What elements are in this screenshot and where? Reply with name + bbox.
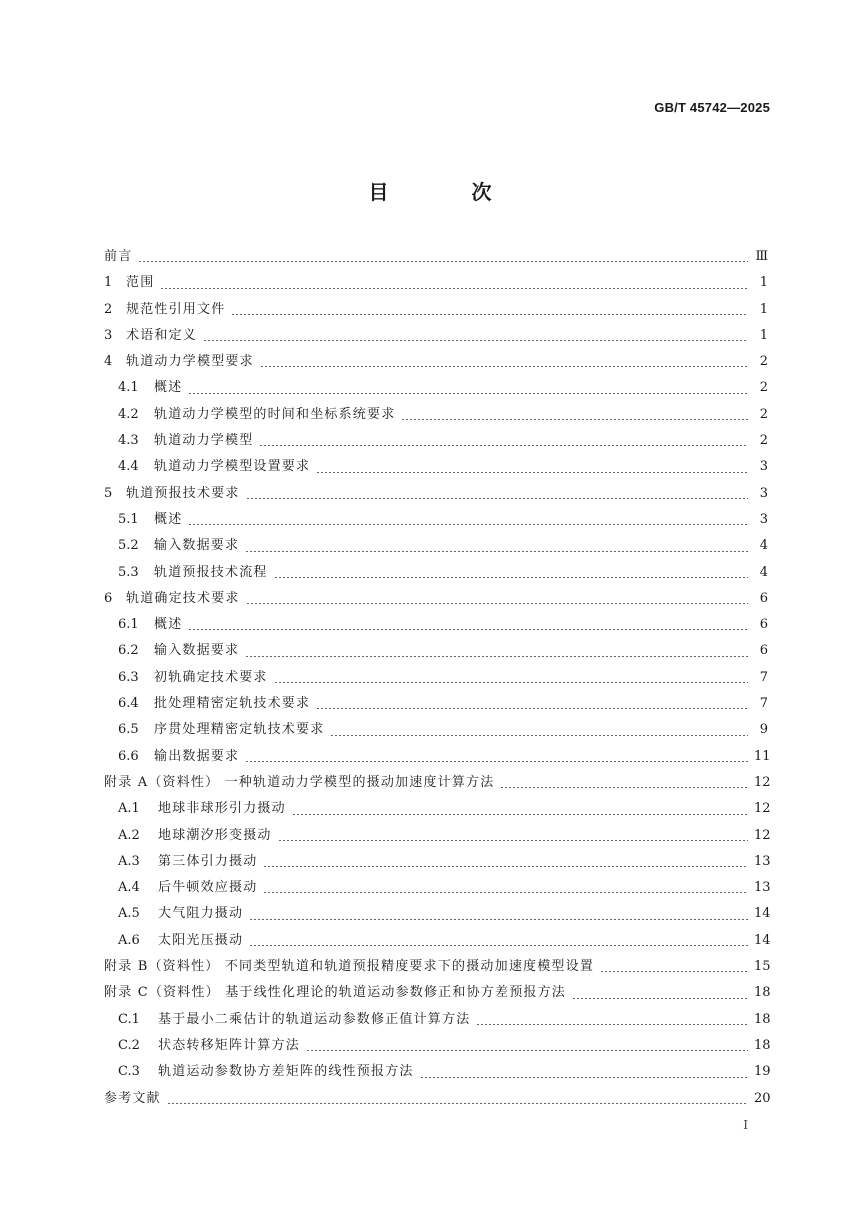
toc-entry-number: 5.2	[118, 538, 139, 554]
toc-entry-number: 6.1	[118, 617, 139, 633]
toc-entry-page: 6	[759, 617, 768, 633]
toc-entry[interactable]	[104, 533, 768, 559]
toc-entry[interactable]	[104, 691, 768, 717]
dot-leader	[249, 919, 748, 920]
toc-entry-title: 输入数据要求	[154, 643, 240, 659]
toc-entry-page: 18	[754, 1011, 771, 1027]
toc-entry-title: 输入数据要求	[154, 538, 240, 554]
toc-entry[interactable]	[104, 849, 771, 875]
toc-entry[interactable]	[104, 1007, 771, 1033]
toc-entry-title: 轨道动力学模型设置要求	[154, 459, 311, 475]
toc-entry-number: 4.3	[118, 433, 139, 449]
dot-leader	[245, 761, 748, 762]
toc-entry[interactable]	[104, 612, 768, 638]
toc-entry-number: 3	[104, 327, 113, 343]
dot-leader	[572, 998, 748, 999]
toc-entry-title: 第三体引力摄动	[158, 853, 258, 869]
toc-entry-page: 3	[759, 485, 768, 501]
toc-entry-title: 概述	[154, 617, 183, 633]
toc-entry-title: 批处理精密定轨技术要求	[154, 696, 311, 712]
toc-entry[interactable]	[104, 270, 768, 296]
toc-entry-title: 地球潮汐形变摄动	[158, 827, 272, 843]
dot-leader	[401, 419, 748, 420]
dot-leader	[263, 866, 748, 867]
toc-entry[interactable]	[104, 638, 768, 664]
toc-entry-number: A.5	[118, 906, 140, 922]
toc-entry-number: 6.5	[118, 722, 139, 738]
toc-entry-number: 5	[104, 485, 113, 501]
toc-entry[interactable]	[104, 244, 768, 270]
dot-leader	[203, 340, 748, 341]
toc-entry-title: 输出数据要求	[154, 748, 240, 764]
toc-entry[interactable]	[104, 323, 768, 349]
toc-entry-page: 20	[754, 1090, 771, 1106]
dot-leader	[316, 708, 748, 709]
toc-entry-number: A.3	[118, 853, 140, 869]
dot-leader	[476, 1024, 748, 1025]
toc-entry-page: 2	[759, 380, 768, 396]
toc-entry-title: 后牛顿效应摄动	[158, 880, 258, 896]
toc-entry[interactable]	[104, 901, 771, 927]
dot-leader	[330, 735, 748, 736]
toc-entry-title: 地球非球形引力摄动	[158, 801, 286, 817]
dot-leader	[500, 787, 748, 788]
toc-entry-number: C.3	[118, 1064, 140, 1080]
toc-entry-title: 初轨确定技术要求	[154, 669, 268, 685]
dot-leader	[188, 524, 748, 525]
toc-entry[interactable]	[104, 1033, 771, 1059]
dot-leader	[260, 366, 748, 367]
dot-leader	[274, 577, 748, 578]
toc-entry-title: 规范性引用文件	[126, 301, 226, 317]
toc-entry-page: 2	[759, 433, 768, 449]
toc-entry-title: 序贯处理精密定轨技术要求	[154, 722, 325, 738]
toc-entry[interactable]	[104, 454, 768, 480]
toc-entry-page: 6	[759, 643, 768, 659]
toc-entry-title: 附录 A（资料性） 一种轨道动力学模型的摄动加速度计算方法	[104, 774, 495, 790]
toc-entry-page: 1	[759, 327, 768, 343]
toc-entry-page: 1	[759, 275, 768, 291]
toc-entry-title: 参考文献	[104, 1090, 161, 1106]
toc-entry-page: 4	[759, 564, 768, 580]
dot-leader	[292, 814, 748, 815]
toc-entry-title: 轨道预报技术流程	[154, 564, 268, 580]
toc-entry-page: 6	[759, 590, 768, 606]
toc-entry-title: 概述	[154, 511, 183, 527]
toc-entry[interactable]	[104, 770, 771, 796]
toc-entry-page: 12	[754, 827, 771, 843]
toc-entry-number: C.2	[118, 1037, 140, 1053]
page-number: I	[743, 1118, 748, 1132]
toc-entry-number: 5.1	[118, 511, 139, 527]
dot-leader	[188, 629, 748, 630]
toc-entry-title: 概述	[154, 380, 183, 396]
toc-entry-page: 1	[759, 301, 768, 317]
toc-entry-number: 6	[104, 590, 113, 606]
toc-entry-page: 3	[759, 459, 768, 475]
toc-entry-page: 14	[754, 932, 771, 948]
toc-entry-number: 4.1	[118, 380, 139, 396]
toc-entry-number: C.1	[118, 1011, 140, 1027]
toc-entry-title: 轨道动力学模型的时间和坐标系统要求	[154, 406, 396, 422]
toc-entry-page: 7	[759, 669, 768, 685]
toc-entry-page: 14	[754, 906, 771, 922]
toc-entry[interactable]	[104, 928, 771, 954]
toc-entry[interactable]	[104, 1059, 771, 1085]
dot-leader	[263, 892, 748, 893]
toc-entry[interactable]	[104, 560, 768, 586]
toc-entry-number: 6.6	[118, 748, 139, 764]
dot-leader	[246, 603, 748, 604]
toc-entry[interactable]	[104, 375, 768, 401]
toc-entry-page: 2	[759, 406, 768, 422]
toc-entry-title: 状态转移矩阵计算方法	[158, 1037, 301, 1053]
toc-entry-number: A.2	[118, 827, 140, 843]
toc-entry-page: 9	[759, 722, 768, 738]
toc-entry-number: A.4	[118, 880, 140, 896]
toc-entry-page: Ⅲ	[755, 249, 768, 264]
toc-entry-page: 3	[759, 511, 768, 527]
toc-entry[interactable]	[104, 481, 768, 507]
toc-entry[interactable]	[104, 980, 771, 1006]
toc-entry[interactable]	[104, 823, 771, 849]
dot-leader	[274, 682, 748, 683]
standard-number: GB/T 45742—2025	[654, 100, 770, 115]
toc-entry-page: 7	[759, 696, 768, 712]
toc-entry-title: 附录 C（资料性） 基于线性化理论的轨道运动参数修正和协方差预报方法	[104, 985, 567, 1001]
toc-entry-page: 4	[759, 538, 768, 554]
toc-entry-title: 太阳光压摄动	[158, 932, 244, 948]
toc-entry-page: 15	[754, 959, 771, 975]
dot-leader	[167, 1103, 748, 1104]
toc-entry-title: 大气阻力摄动	[158, 906, 244, 922]
dot-leader	[259, 445, 748, 446]
toc-entry[interactable]	[104, 796, 771, 822]
dot-leader	[246, 498, 748, 499]
dot-leader	[600, 971, 748, 972]
table-of-contents	[104, 244, 771, 1112]
toc-entry[interactable]	[104, 875, 771, 901]
toc-entry[interactable]	[104, 428, 768, 454]
toc-entry-title: 附录 B（资料性） 不同类型轨道和轨道预报精度要求下的摄动加速度模型设置	[104, 959, 595, 975]
toc-entry-page: 12	[754, 801, 771, 817]
page-title: 目 次	[368, 180, 530, 204]
toc-entry-page: 19	[754, 1064, 771, 1080]
toc-entry[interactable]	[104, 586, 768, 612]
dot-leader	[316, 472, 748, 473]
dot-leader	[249, 945, 748, 946]
toc-entry[interactable]	[104, 402, 768, 428]
toc-entry-page: 13	[754, 880, 771, 896]
toc-entry-title: 范围	[126, 275, 155, 291]
dot-leader	[160, 288, 748, 289]
dot-leader	[278, 840, 748, 841]
toc-entry-title: 轨道动力学模型要求	[126, 354, 254, 370]
toc-entry-page: 11	[754, 748, 771, 764]
toc-entry-page: 18	[754, 1037, 771, 1053]
toc-entry-number: A.1	[118, 801, 140, 817]
toc-entry[interactable]	[104, 665, 768, 691]
toc-entry-number: 4.2	[118, 406, 139, 422]
dot-leader	[245, 656, 748, 657]
dot-leader	[420, 1077, 748, 1078]
dot-leader	[231, 314, 748, 315]
toc-entry-title: 前言	[104, 249, 133, 264]
toc-entry-number: 2	[104, 301, 113, 317]
toc-entry-title: 术语和定义	[126, 327, 198, 343]
toc-entry-number: 4	[104, 354, 113, 370]
dot-leader	[188, 393, 748, 394]
toc-entry-number: A.6	[118, 932, 140, 948]
dot-leader	[245, 551, 748, 552]
toc-entry-title: 轨道预报技术要求	[126, 485, 240, 501]
toc-entry-page: 2	[759, 354, 768, 370]
dot-leader	[306, 1050, 748, 1051]
toc-entry[interactable]	[104, 507, 768, 533]
toc-entry-number: 4.4	[118, 459, 139, 475]
toc-entry-number: 6.2	[118, 643, 139, 659]
toc-entry[interactable]	[104, 1086, 771, 1112]
toc-entry-number: 1	[104, 275, 113, 291]
toc-entry[interactable]	[104, 744, 771, 770]
toc-entry-title: 基于最小二乘估计的轨道运动参数修正值计算方法	[158, 1011, 471, 1027]
toc-entry-page: 18	[754, 985, 771, 1001]
toc-entry-page: 12	[754, 774, 771, 790]
toc-entry-number: 6.4	[118, 696, 139, 712]
toc-entry-page: 13	[754, 853, 771, 869]
toc-entry-title: 轨道运动参数协方差矩阵的线性预报方法	[158, 1064, 414, 1080]
toc-entry-number: 5.3	[118, 564, 139, 580]
toc-entry-number: 6.3	[118, 669, 139, 685]
toc-entry[interactable]	[104, 717, 768, 743]
toc-entry[interactable]	[104, 297, 768, 323]
toc-entry-title: 轨道动力学模型	[154, 433, 254, 449]
toc-entry[interactable]	[104, 349, 768, 375]
toc-entry-title: 轨道确定技术要求	[126, 590, 240, 606]
dot-leader	[138, 261, 748, 262]
toc-entry[interactable]	[104, 954, 771, 980]
